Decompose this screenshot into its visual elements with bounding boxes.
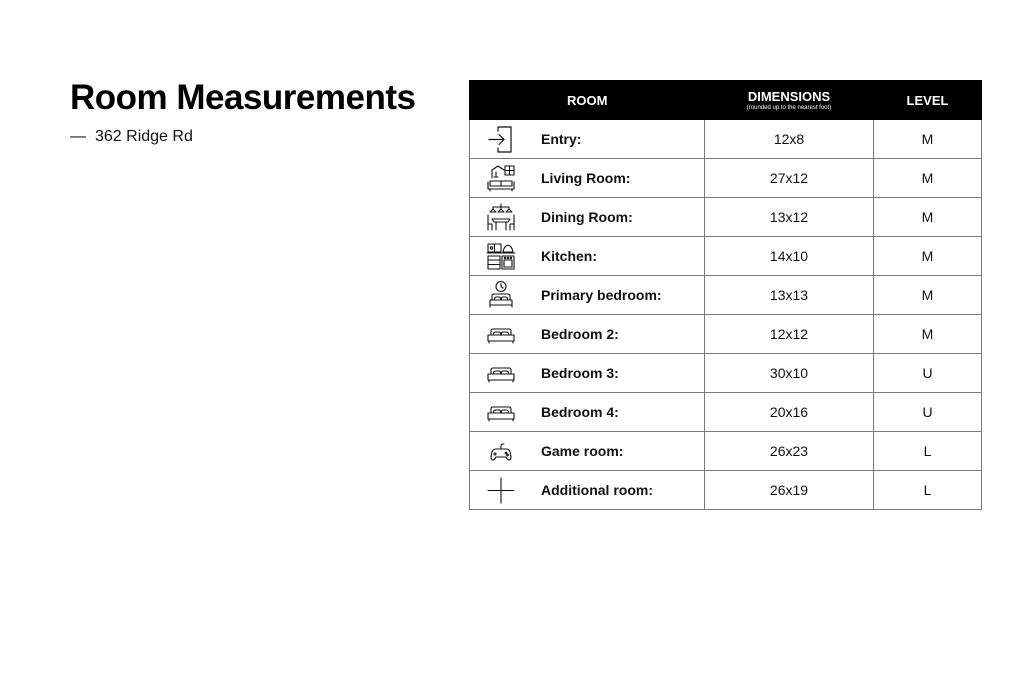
dimensions-cell: 13x13 — [705, 276, 874, 315]
entry-door-icon — [485, 124, 517, 155]
room-name: Entry: — [541, 131, 582, 147]
level-cell: M — [874, 198, 982, 237]
table-row — [470, 354, 982, 393]
table-row — [470, 315, 982, 354]
level-cell: M — [874, 159, 982, 198]
dimensions-cell: 14x10 — [705, 237, 874, 276]
bed-icon — [485, 358, 517, 389]
dimensions-cell: 27x12 — [705, 159, 874, 198]
room-name: Kitchen: — [541, 248, 597, 264]
room-name: Bedroom 4: — [541, 404, 619, 420]
table-row — [470, 432, 982, 471]
subtitle-dash: — — [70, 128, 86, 145]
address-text: 362 Ridge Rd — [95, 128, 193, 145]
dimensions-cell: 30x10 — [705, 354, 874, 393]
room-cell — [470, 276, 705, 315]
level-cell: M — [874, 315, 982, 354]
table-row — [470, 120, 982, 159]
room-measurements-table — [469, 80, 982, 510]
living-room-sofa-icon — [485, 163, 517, 194]
table-header-row — [470, 81, 982, 120]
table-row — [470, 393, 982, 432]
table-row — [470, 471, 982, 510]
level-cell: M — [874, 276, 982, 315]
room-name: Game room: — [541, 443, 624, 459]
room-name: Additional room: — [541, 482, 653, 498]
room-name: Bedroom 2: — [541, 326, 619, 342]
level-cell: L — [874, 432, 982, 471]
table-row — [470, 237, 982, 276]
room-cell — [470, 471, 705, 510]
room-name: Dining Room: — [541, 209, 633, 225]
table-row — [470, 198, 982, 237]
level-cell: M — [874, 120, 982, 159]
dimensions-cell: 26x23 — [705, 432, 874, 471]
room-name: Living Room: — [541, 170, 631, 186]
dimensions-cell: 12x8 — [705, 120, 874, 159]
room-cell — [470, 315, 705, 354]
address-line — [70, 128, 193, 146]
game-controller-icon — [485, 436, 517, 467]
room-cell — [470, 198, 705, 237]
dimensions-cell: 12x12 — [705, 315, 874, 354]
dimensions-cell: 26x19 — [705, 471, 874, 510]
table-row — [470, 159, 982, 198]
room-cell — [470, 159, 705, 198]
room-cell — [470, 237, 705, 276]
primary-bed-clock-icon — [485, 280, 517, 311]
dimensions-cell: 13x12 — [705, 198, 874, 237]
room-name: Bedroom 3: — [541, 365, 619, 381]
level-column-header: LEVEL — [874, 81, 982, 120]
room-cell — [470, 432, 705, 471]
page-title: Room Measurements — [70, 78, 416, 117]
room-column-header: ROOM — [470, 81, 705, 120]
dimensions-column-header — [705, 81, 874, 120]
table-row — [470, 276, 982, 315]
room-cell — [470, 393, 705, 432]
bed-icon — [485, 397, 517, 428]
plus-icon — [485, 475, 517, 506]
kitchen-icon — [485, 241, 517, 272]
room-name: Primary bedroom: — [541, 287, 662, 303]
dimensions-header-note: (rounded up to the nearest foot) — [746, 105, 832, 111]
dining-table-icon — [485, 202, 517, 233]
level-cell: U — [874, 393, 982, 432]
level-cell: U — [874, 354, 982, 393]
level-cell: L — [874, 471, 982, 510]
dimensions-header-label: DIMENSIONS — [747, 89, 831, 104]
bed-icon — [485, 319, 517, 350]
dimensions-cell: 20x16 — [705, 393, 874, 432]
level-cell: M — [874, 237, 982, 276]
room-cell — [470, 354, 705, 393]
room-cell — [470, 120, 705, 159]
